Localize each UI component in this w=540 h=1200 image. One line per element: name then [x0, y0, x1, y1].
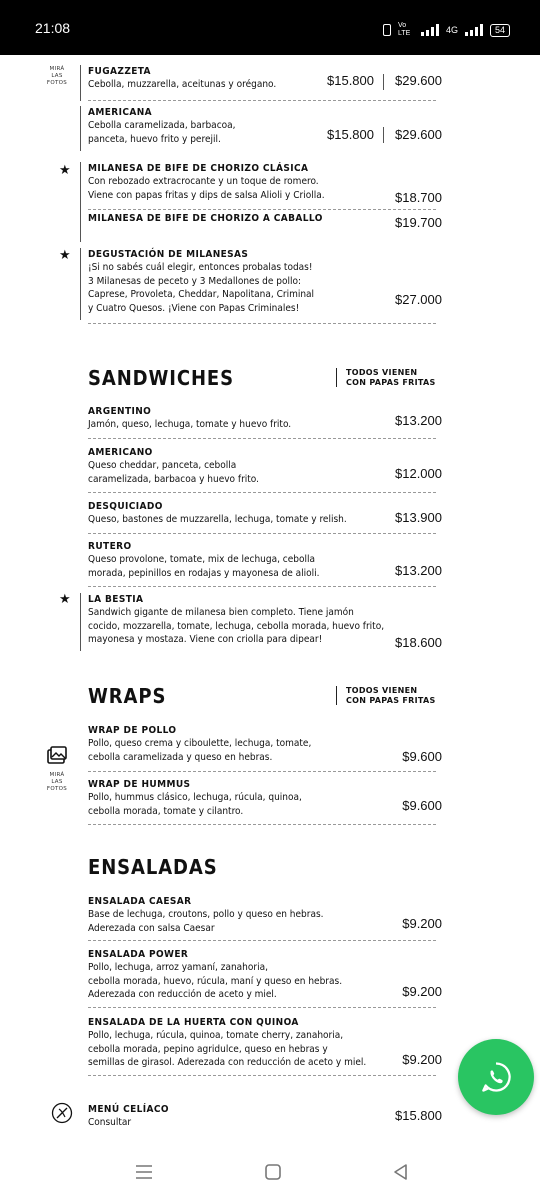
item-desc: Jamón, queso, lechuga, tomate y huevo frito.: [88, 419, 292, 430]
item-desc: ¡Si no sabés cuál elegir, entonces probalas todas! 3 Milanesas de peceto y 3 Medallones de pollo: Caprese, Provoleta, Cheddar, Napolitana, Criminal y Cuatro Quesos. ¡Viene con Papas Criminales!: [88, 262, 315, 314]
section-title-sandwiches: SANDWICHES: [88, 366, 234, 390]
item-name: MENÚ CELÍACO: [88, 1104, 169, 1115]
menu-page[interactable]: [0, 55, 540, 1145]
item-desc: Pollo, queso crema y ciboulette, lechuga, tomate, cebolla caramelizada y queso en hebras.: [88, 738, 312, 763]
recent-apps-button[interactable]: [133, 1161, 155, 1183]
photos-icon[interactable]: [46, 745, 68, 767]
item-name: ARGENTINO: [88, 406, 152, 417]
item-name: ENSALADA POWER: [88, 949, 189, 960]
whatsapp-button[interactable]: [458, 1039, 534, 1115]
item-price: $18.600: [395, 635, 442, 650]
item-desc: Cebolla, muzzarella, aceitunas y orégano.: [88, 79, 277, 90]
item-name: MILANESA DE BIFE DE CHORIZO CLÁSICA: [88, 163, 309, 174]
item-name: AMERICANA: [88, 107, 152, 118]
section-title-ensaladas: ENSALADAS: [88, 855, 218, 879]
item-desc: Cebolla caramelizada, barbacoa, panceta, huevo frito y perejil.: [88, 120, 236, 145]
divider: [88, 1007, 436, 1008]
nav-bar: [0, 1145, 540, 1200]
divider: [88, 771, 436, 772]
item-desc: Pollo, lechuga, arroz yamaní, zanahoria, cebolla morada, huevo, rúcula, maní y queso en hebras. Aderezada con reducción de aceto y miel.: [88, 962, 343, 1000]
vibrate-icon: [383, 24, 391, 36]
item-desc: Queso provolone, tomate, mix de lechuga, cebolla morada, pepinillos en rodajas y mayonesa de alioli.: [88, 554, 320, 579]
item-price: $9.200: [402, 916, 442, 931]
item-price: $27.000: [395, 292, 442, 307]
back-button[interactable]: [390, 1161, 412, 1183]
item-price-1: $15.800: [327, 73, 374, 88]
section-note: TODOS VIENEN CON PAPAS FRITAS: [336, 686, 436, 705]
mira-fotos-label[interactable]: MIRÁ LAS FOTOS: [46, 66, 68, 86]
item-price: $13.200: [395, 413, 442, 428]
item-price: $9.200: [402, 984, 442, 999]
item-price: $18.700: [395, 190, 442, 205]
divider: [88, 100, 436, 101]
item-price: $15.800: [395, 1108, 442, 1123]
item-price-2: $29.600: [395, 73, 442, 88]
item-desc: Base de lechuga, croutons, pollo y queso en hebras. Aderezada con salsa Caesar: [88, 909, 324, 934]
item-desc: Queso, bastones de muzzarella, lechuga, tomate y relish.: [88, 514, 347, 525]
divider: [88, 492, 436, 493]
item-desc: Pollo, lechuga, rúcula, quinoa, tomate cherry, zanahoria, cebolla morada, pepino agridulce, queso en hebras y semillas de girasol. Aderezada con reducción de aceto y miel.: [88, 1030, 367, 1068]
item-name: WRAP DE POLLO: [88, 725, 177, 736]
divider: [88, 438, 436, 439]
star-icon: ★: [59, 163, 71, 178]
item-desc: Pollo, hummus clásico, lechuga, rúcula, quinoa, cebolla morada, tomate y cilantro.: [88, 792, 302, 817]
section-title-wraps: WRAPS: [88, 684, 167, 708]
item-name: DESQUICIADO: [88, 501, 163, 512]
item-name: RUTERO: [88, 541, 132, 552]
gluten-free-icon: [51, 1102, 73, 1124]
divider: [88, 1075, 436, 1076]
whatsapp-icon: [478, 1059, 514, 1095]
item-desc: Con rebozado extracrocante y un toque de romero. Viene con papas fritas y dips de salsa Alioli y Criolla.: [88, 176, 325, 201]
item-name: ENSALADA DE LA HUERTA CON QUINOA: [88, 1017, 299, 1028]
item-price-2: $29.600: [395, 127, 442, 142]
divider: [88, 533, 436, 534]
divider: [88, 323, 436, 324]
divider: [88, 824, 436, 825]
item-price-1: $15.800: [327, 127, 374, 142]
divider: [88, 940, 436, 941]
item-name: DEGUSTACIÓN DE MILANESAS: [88, 249, 249, 260]
star-icon: ★: [59, 248, 71, 263]
item-name: ENSALADA CAESAR: [88, 896, 192, 907]
star-icon: ★: [59, 592, 71, 607]
signal-icon-2: [465, 24, 483, 36]
item-price: $9.600: [402, 749, 442, 764]
mira-fotos-label[interactable]: MIRÁ LAS FOTOS: [46, 772, 68, 792]
item-desc: Consultar: [88, 1117, 132, 1128]
battery-icon: 54: [490, 24, 510, 37]
status-icons: [383, 22, 510, 38]
divider: [88, 209, 436, 210]
item-name: LA BESTIA: [88, 594, 144, 605]
item-desc: Sandwich gigante de milanesa bien completo. Tiene jamón cocido, mozzarella, tomate, lechuga, cebolla morada, huevo frito, mayonesa y mostaza. Viene con criolla para dipear!: [88, 607, 385, 645]
signal-icon: [421, 24, 439, 36]
status-time: 21:08: [35, 20, 71, 36]
divider: [88, 586, 436, 587]
item-name: WRAP DE HUMMUS: [88, 779, 191, 790]
item-name: MILANESA DE BIFE DE CHORIZO A CABALLO: [88, 213, 323, 224]
item-price: $12.000: [395, 466, 442, 481]
status-bar: [0, 0, 540, 55]
menu-item-degustacion: [80, 248, 436, 320]
item-price: $13.900: [395, 510, 442, 525]
home-button[interactable]: [262, 1161, 284, 1183]
network-type-label: 4G: [445, 25, 458, 35]
item-price: $13.200: [395, 563, 442, 578]
volte-label: Vo LTE: [397, 22, 411, 37]
item-price: $19.700: [395, 215, 442, 230]
item-name: FUGAZZETA: [88, 66, 151, 77]
section-note: TODOS VIENEN CON PAPAS FRITAS: [336, 368, 436, 387]
item-desc: Queso cheddar, panceta, cebolla caramelizada, barbacoa y huevo frito.: [88, 460, 259, 485]
item-name: AMERICANO: [88, 447, 153, 458]
item-price: $9.200: [402, 1052, 442, 1067]
item-price: $9.600: [402, 798, 442, 813]
